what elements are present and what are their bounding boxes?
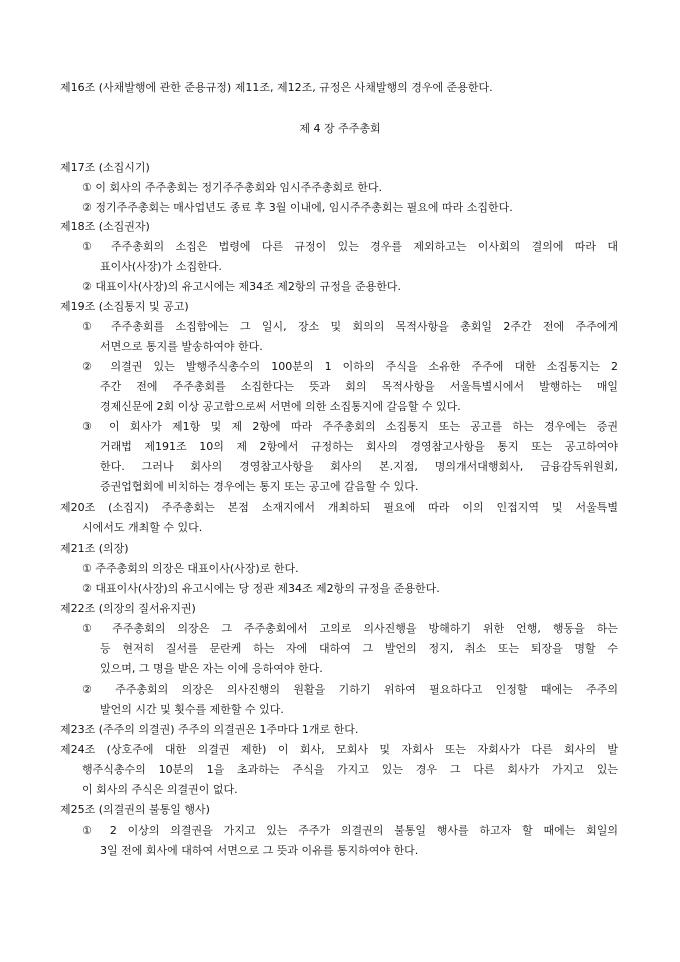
clause-continuation: 등 현저히 질서를 문란케 하는 자에 대하여 그 발언의 정지, 취소 또는 퇴장을 명할 수 <box>100 642 618 655</box>
article-heading: 제17조 (소집시기) <box>60 161 150 174</box>
clause-continuation: 경제신문에 2회 이상 공고함으로써 서면에 의한 소집통지에 갈음할 수 있다. <box>100 400 461 413</box>
clause: ② 대표이사(사장)의 유고시에는 제34조 제2항의 규정을 준용한다. <box>82 280 401 293</box>
clause-continuation: 증권업협회에 비치하는 경우에는 통지 또는 공고에 갈음할 수 있다. <box>100 480 419 493</box>
clause-continuation: 발언의 시간 및 횟수를 제한할 수 있다. <box>100 703 284 716</box>
article-20: 제20조 (소집지) 주주총회는 본점 소재지에서 개최하되 필요에 따라 이의 인접지역 및 서울특별 <box>60 501 618 514</box>
clause-continuation: 한다. 그러나 회사의 경영참고사항을 회사의 본.지점, 명의개서대행회사, 금융감독위원회, <box>100 460 618 473</box>
clause-continuation: 3일 전에 회사에 대하여 서면으로 그 뜻과 이유를 통지하여야 한다. <box>100 844 419 857</box>
clause-continuation: 있으며, 그 명을 받은 자는 이에 응하여야 한다. <box>100 662 323 675</box>
clause: ② 정기주주총회는 매사업년도 종료 후 3월 이내에, 임시주주총회는 필요에 따라 소집한다. <box>82 201 513 214</box>
clause: ① 이 회사의 주주총회는 정기주주총회와 임시주주총회로 한다. <box>82 181 382 194</box>
article-heading: 제21조 (의장) <box>60 542 129 555</box>
clause-continuation: 주간 전에 주주총회를 소집한다는 뜻과 회의 목적사항을 서울특별시에서 발행하는 매일 <box>100 380 618 393</box>
article-continuation: 이 회사의 주식은 의결권이 없다. <box>82 783 238 796</box>
article-heading: 제19조 (소집통지 및 공고) <box>60 300 189 313</box>
clause: ① 주주총회를 소집함에는 그 일시, 장소 및 회의의 목적사항을 총회일 2주간 전에 주주에게 <box>82 320 618 333</box>
article-heading: 제22조 (의장의 질서유지권) <box>60 602 196 615</box>
article-heading: 제25조 (의결권의 불통일 행사) <box>60 803 210 816</box>
clause-continuation: 표이사(사장)가 소집한다. <box>100 260 222 273</box>
clause: ① 2 이상의 의결권을 가지고 있는 주주가 의결권의 불통일 행사를 하고자 할 때에는 회일의 <box>82 824 618 837</box>
article-continuation: 행주식총수의 10분의 1을 초과하는 주식을 가지고 있는 경우 그 다른 회사가 가지고 있는 <box>82 763 618 776</box>
clause: ① 주주총회의 의장은 대표이사(사장)로 한다. <box>82 562 299 575</box>
clause: ① 주주총회의 소집은 법령에 다른 규정이 있는 경우를 제외하고는 이사회의 결의에 따라 대 <box>82 240 618 253</box>
clause: ③ 이 회사가 제1항 및 제 2항에 따라 주주총회의 소집통지 또는 공고를 하는 경우에는 증권 <box>82 420 618 433</box>
clause: ② 주주총회의 의장은 의사진행의 원활을 기하기 위하여 필요하다고 인정할 때에는 주주의 <box>82 683 618 696</box>
clause: ① 주주총회의 의장은 그 주주총회에서 고의로 의사진행을 방해하기 위한 언행, 행동을 하는 <box>82 622 618 635</box>
clause: ② 대표이사(사장)의 유고시에는 당 정관 제34조 제2항의 규정을 준용한다. <box>82 582 440 595</box>
article-continuation: 시에서도 개최할 수 있다. <box>82 521 203 534</box>
article-23: 제23조 (주주의 의결권) 주주의 의결권은 1주마다 1개로 한다. <box>60 723 359 736</box>
article-16: 제16조 (사채발행에 관한 준용규정) 제11조, 제12조, 규정은 사채발행의 경우에 준용한다. <box>60 81 493 94</box>
clause-continuation: 거래법 제191조 10의 제 2항에서 규정하는 회사의 경영참고사항을 통지 또는 공고하여야 <box>100 440 618 453</box>
chapter-heading: 제 4 장 주주총회 <box>299 122 381 135</box>
clause-continuation: 서면으로 통지를 발송하여야 한다. <box>100 340 263 353</box>
clause: ② 의결권 있는 발행주식총수의 100분의 1 이하의 주식을 소유한 주주에 대한 소집통지는 2 <box>82 360 618 373</box>
article-24: 제24조 (상호주에 대한 의결권 제한) 이 회사, 모회사 및 자회사 또는 자회사가 다른 회사의 발 <box>60 743 618 756</box>
article-heading: 제18조 (소집권자) <box>60 220 150 233</box>
